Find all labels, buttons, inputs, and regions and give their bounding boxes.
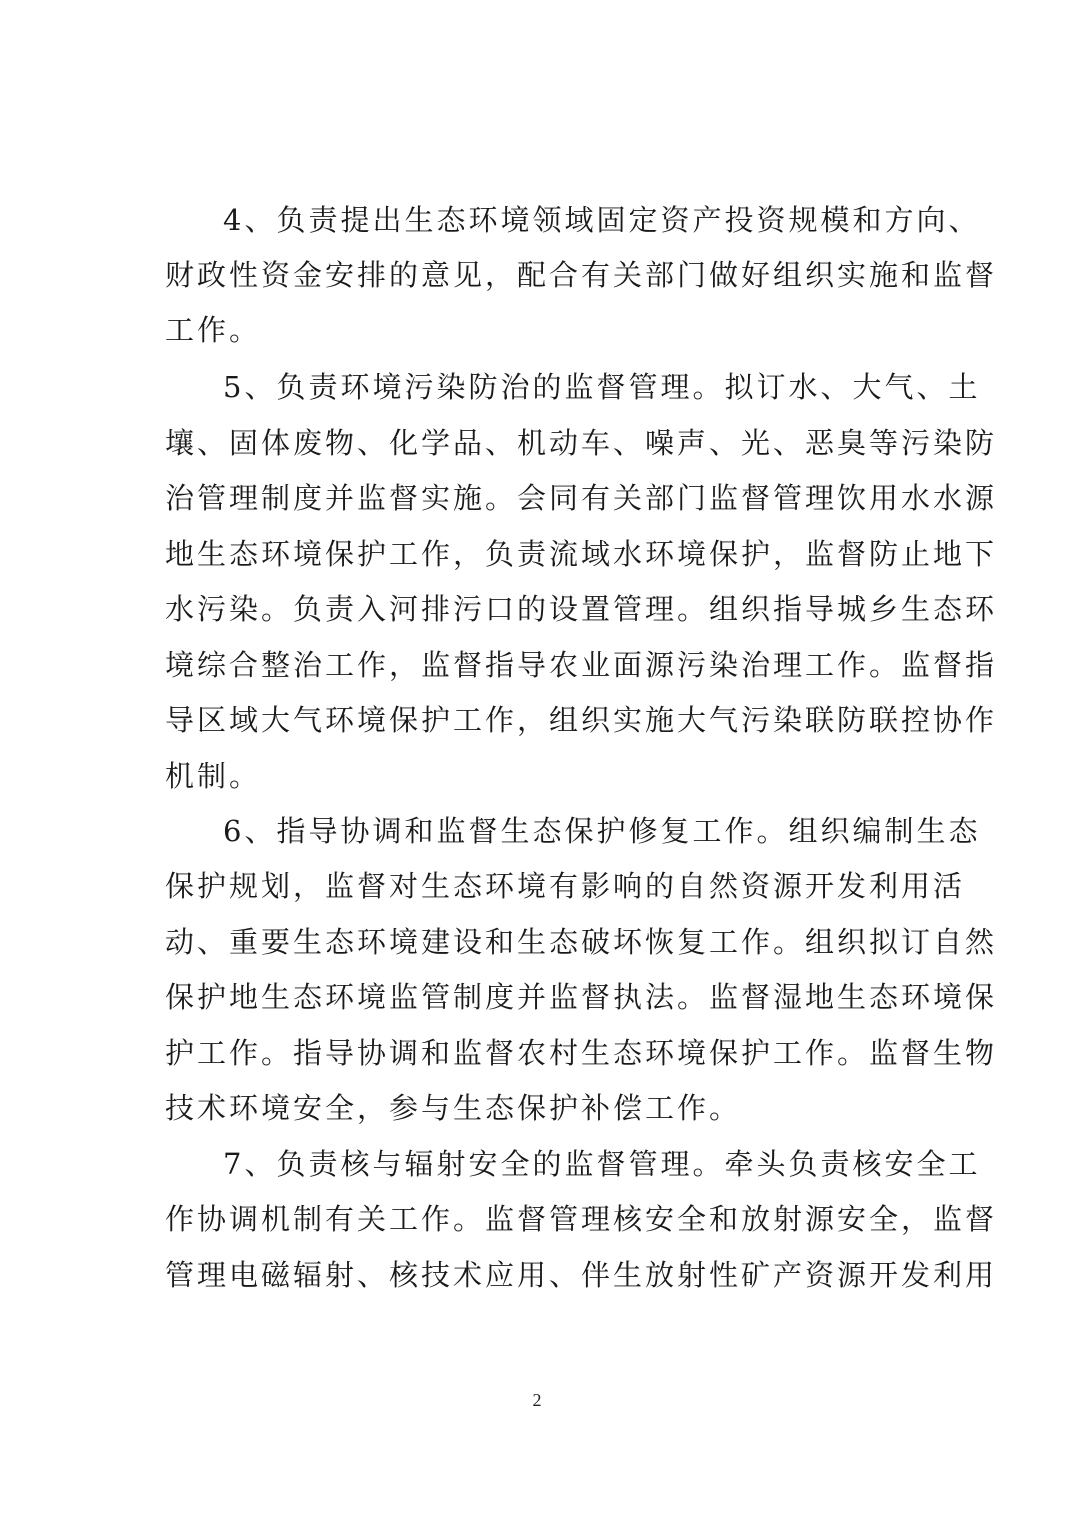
paragraph-5-line-7: 导区域大气环境保护工作，组织实施大气污染联防联控协作 [165, 703, 998, 737]
paragraph-6-line-3: 动、重要生态环境建设和生态破坏恢复工作。组织拟订自然 [165, 925, 998, 959]
paragraph-7-line-3: 管理电磁辐射、核技术应用、伴生放射性矿产资源开发利用 [165, 1258, 998, 1292]
paragraph-5-line-4: 地生态环境保护工作，负责流域水环境保护，监督防止地下 [165, 537, 998, 571]
paragraph-5-line-6: 境综合整治工作，监督指导农业面源污染治理工作。监督指 [165, 648, 998, 682]
paragraph-6-line-4: 保护地生态环境监管制度并监督执法。监督湿地生态环境保 [165, 980, 998, 1014]
paragraph-6-line-6: 技术环境安全，参与生态保护补偿工作。 [165, 1091, 742, 1125]
paragraph-4-line-3: 工作。 [165, 313, 262, 347]
paragraph-7-line-2: 作协调机制有关工作。监督管理核安全和放射源安全，监督 [165, 1202, 998, 1236]
paragraph-7-line-1: 7、负责核与辐射安全的监督管理。牵头负责核安全工 [223, 1147, 981, 1181]
paragraph-4-line-2: 财政性资金安排的意见，配合有关部门做好组织实施和监督 [165, 258, 998, 292]
paragraph-6-line-5: 护工作。指导协调和监督农村生态环境保护工作。监督生物 [165, 1036, 998, 1070]
paragraph-6-line-2: 保护规划，监督对生态环境有影响的自然资源开发利用活 [165, 869, 966, 903]
paragraph-6-line-1: 6、指导协调和监督生态保护修复工作。组织编制生态 [223, 814, 981, 848]
page-number: 2 [532, 1390, 542, 1410]
paragraph-5-line-5: 水污染。负责入河排污口的设置管理。组织指导城乡生态环 [165, 592, 998, 626]
paragraph-5-line-3: 治管理制度并监督实施。会同有关部门监督管理饮用水水源 [165, 481, 998, 515]
paragraph-5-line-8: 机制。 [165, 759, 262, 793]
paragraph-4-line-1: 4、负责提出生态环境领域固定资产投资规模和方向、 [223, 203, 981, 237]
paragraph-5-line-1: 5、负责环境污染防治的监督管理。拟订水、大气、土 [223, 370, 981, 404]
paragraph-5-line-2: 壤、固体废物、化学品、机动车、噪声、光、恶臭等污染防 [165, 426, 998, 460]
